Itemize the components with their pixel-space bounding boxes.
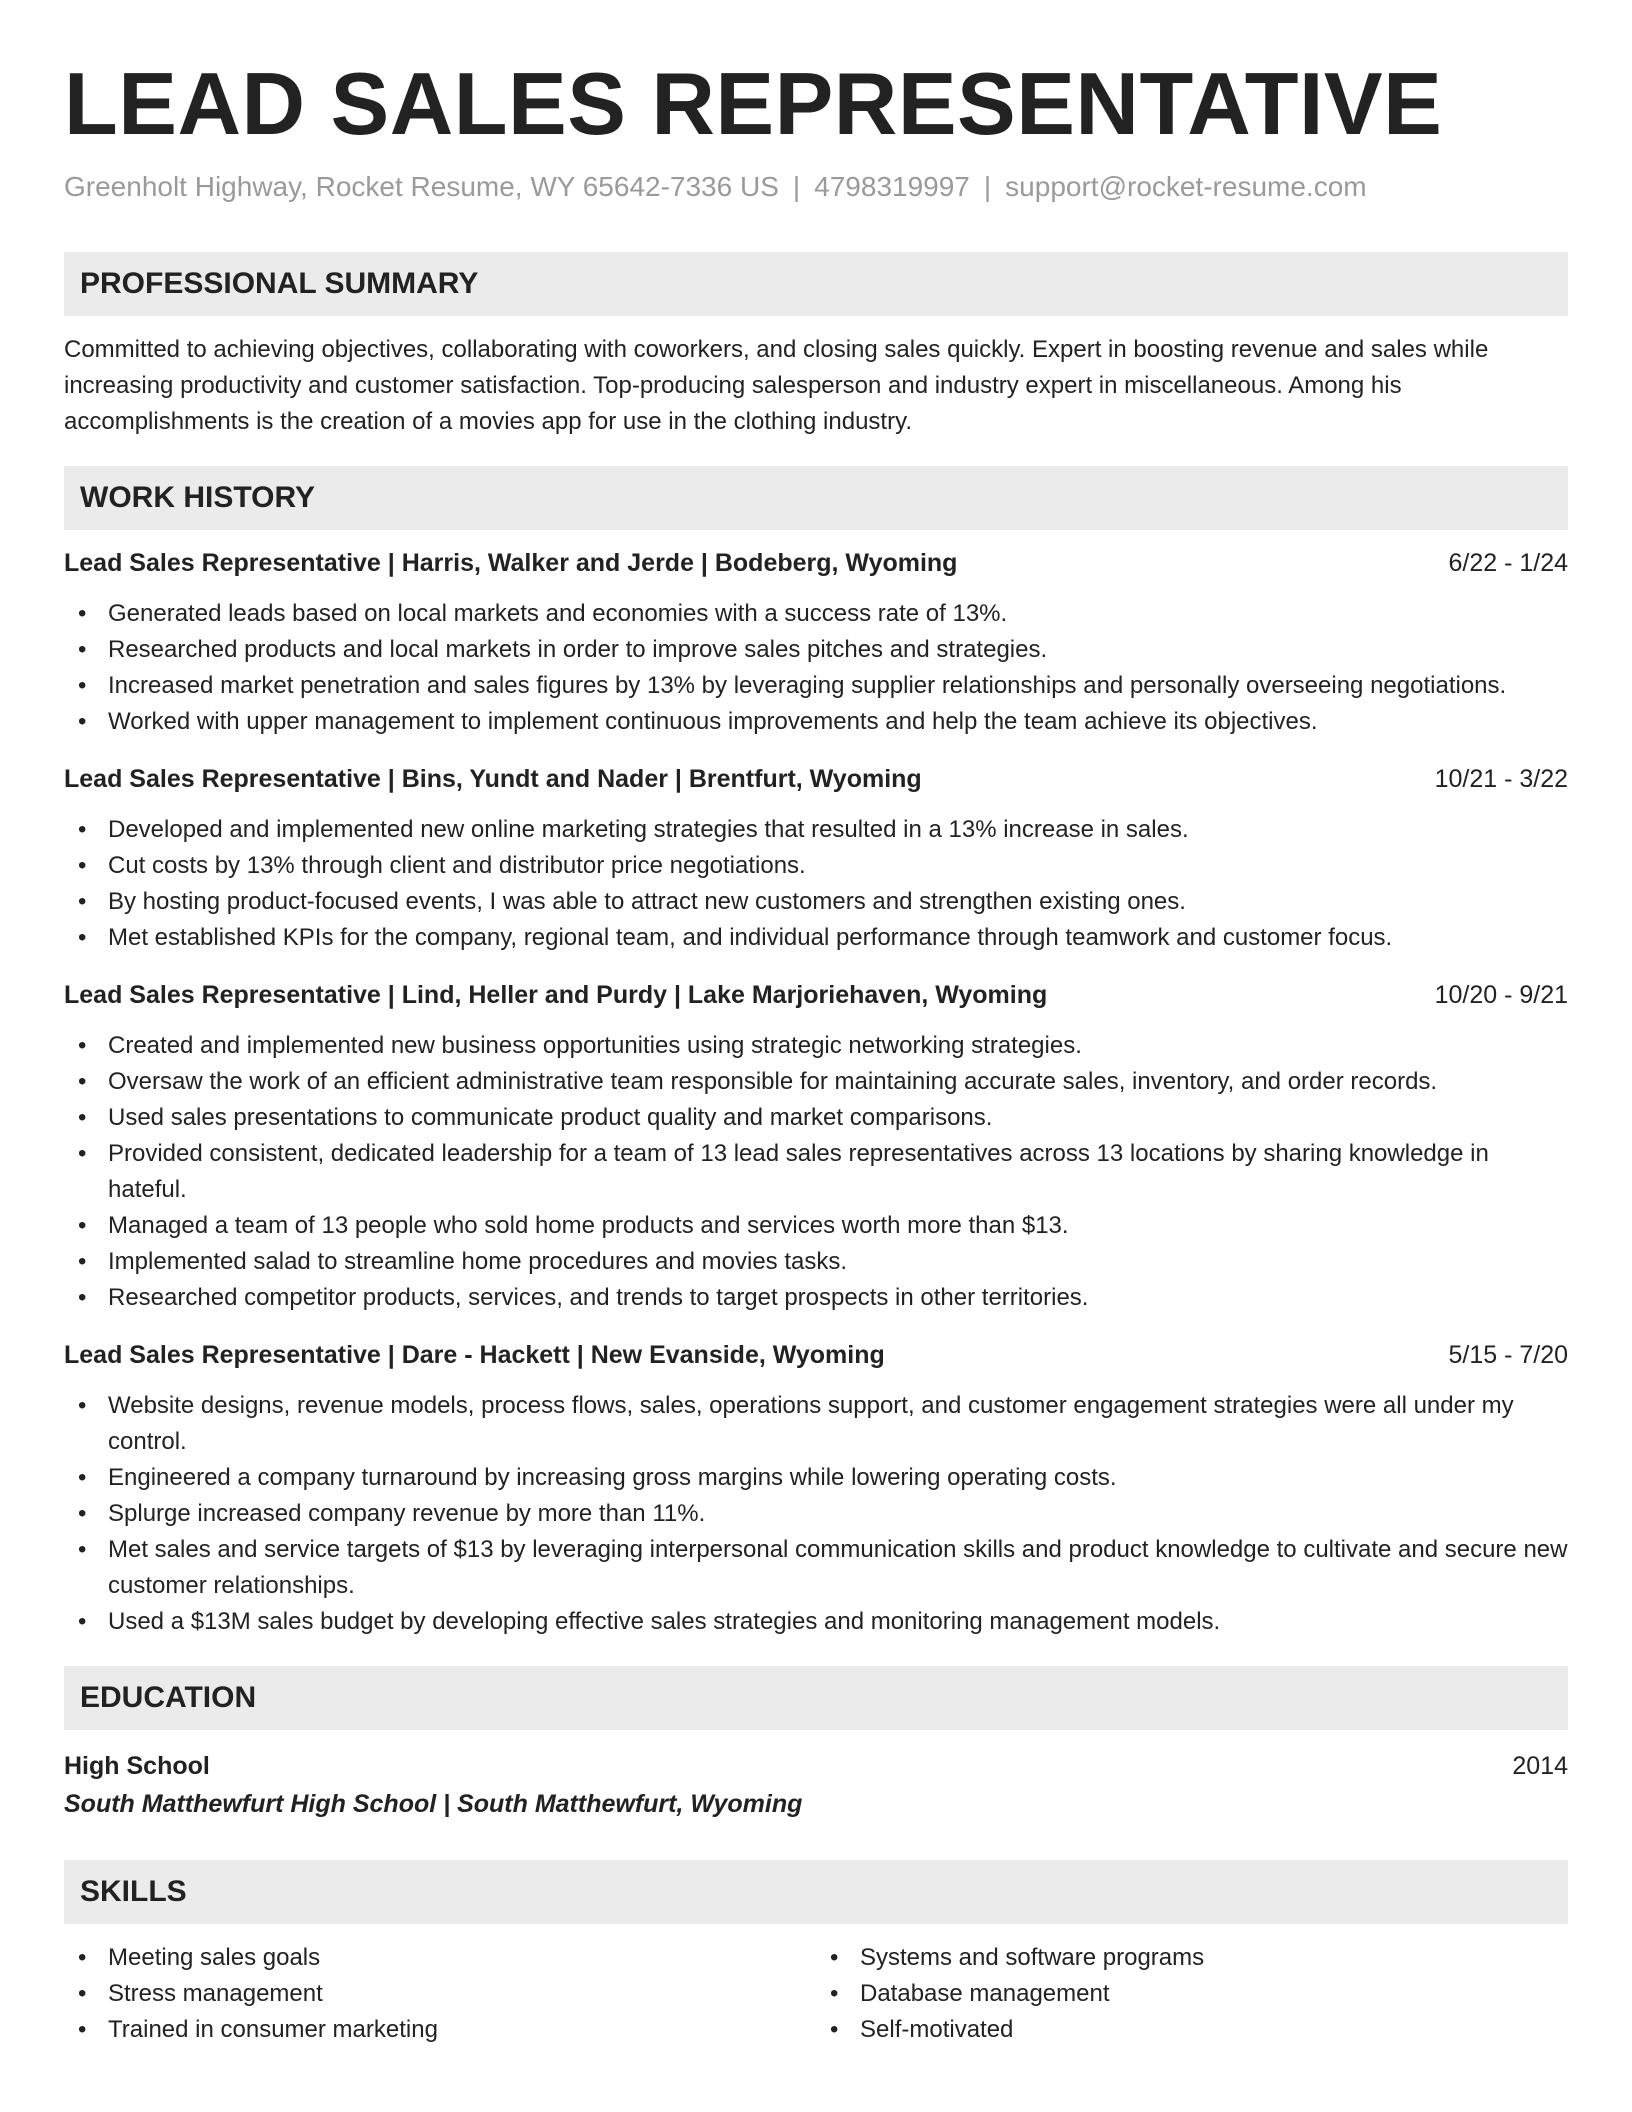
list-item: • Met sales and service targets of $13 by leveraging interpersonal communication skills and product knowledge to cultivate and secure new customer relationships. bbox=[64, 1532, 1568, 1604]
summary-text: Committed to achieving objectives, collaborating with coworkers, and closing sales quickly. Expert in boosting revenue and sales while increasing productivity and customer satisfaction. Top-producing salesperson and industry expert in miscellaneous. Among his accomplishments is the creation of a movies app for use in the clothing industry. bbox=[64, 336, 1489, 435]
job-entry bbox=[64, 1338, 1568, 1640]
job-bullets bbox=[64, 596, 1568, 740]
list-item: • Oversaw the work of an efficient administrative team responsible for maintaining accurate sales, inventory, and order records. bbox=[64, 1064, 1568, 1100]
job-dates: 10/20 - 9/21 bbox=[1434, 981, 1568, 1009]
list-item: • Engineered a company turnaround by increasing gross margins while lowering operating costs. bbox=[64, 1460, 1568, 1496]
list-item: • Stress management bbox=[64, 1976, 816, 2012]
list-item: • Implemented salad to streamline home procedures and movies tasks. bbox=[64, 1244, 1568, 1280]
job-header bbox=[64, 978, 1568, 1012]
job-dates: 5/15 - 7/20 bbox=[1448, 1341, 1568, 1369]
section-heading-skills: SKILLS bbox=[64, 1860, 1568, 1924]
list-item: • Cut costs by 13% through client and distributor price negotiations. bbox=[64, 848, 1568, 884]
job-entry bbox=[64, 762, 1568, 956]
contact-separator: | bbox=[792, 171, 801, 202]
job-dates: 6/22 - 1/24 bbox=[1448, 549, 1568, 577]
resume-name: LEAD SALES REPRESENTATIVE bbox=[64, 54, 1443, 153]
list-item: • Database management bbox=[816, 1976, 1568, 2012]
job-title: Lead Sales Representative | Harris, Walker and Jerde | Bodeberg, Wyoming bbox=[64, 549, 958, 577]
list-item: • Systems and software programs bbox=[816, 1940, 1568, 1976]
skills-list-right bbox=[816, 1940, 1568, 2048]
list-item: • Provided consistent, dedicated leadership for a team of 13 lead sales representatives across 13 locations by sharing knowledge in hateful. bbox=[64, 1136, 1568, 1208]
list-item: • Researched competitor products, services, and trends to target prospects in other territories. bbox=[64, 1280, 1568, 1316]
list-item: • Self-motivated bbox=[816, 2012, 1568, 2048]
list-item: • Researched products and local markets in order to improve sales pitches and strategies. bbox=[64, 632, 1568, 668]
list-item: • Used a $13M sales budget by developing effective sales strategies and monitoring management models. bbox=[64, 1604, 1568, 1640]
job-header bbox=[64, 546, 1568, 580]
list-item: • By hosting product-focused events, I was able to attract new customers and strengthen existing ones. bbox=[64, 884, 1568, 920]
section-heading-work: WORK HISTORY bbox=[64, 466, 1568, 530]
list-item: • Meeting sales goals bbox=[64, 1940, 816, 1976]
section-heading-summary: PROFESSIONAL SUMMARY bbox=[64, 252, 1568, 316]
contact-separator: | bbox=[983, 171, 992, 202]
list-item: • Created and implemented new business opportunities using strategic networking strategies. bbox=[64, 1028, 1568, 1064]
list-item: • Generated leads based on local markets and economies with a success rate of 13%. bbox=[64, 596, 1568, 632]
section-heading-education: EDUCATION bbox=[64, 1666, 1568, 1730]
skills-list-left bbox=[64, 1940, 816, 2048]
job-header bbox=[64, 762, 1568, 796]
list-item: • Managed a team of 13 people who sold home products and services worth more than $13. bbox=[64, 1208, 1568, 1244]
education-degree: High School bbox=[64, 1752, 210, 1780]
list-item: • Increased market penetration and sales figures by 13% by leveraging supplier relationships and personally overseeing negotiations. bbox=[64, 668, 1568, 704]
list-item: • Used sales presentations to communicate product quality and market comparisons. bbox=[64, 1100, 1568, 1136]
education-school: South Matthewfurt High School | South Matthewfurt, Wyoming bbox=[64, 1790, 803, 1818]
job-bullets bbox=[64, 1388, 1568, 1640]
job-entry bbox=[64, 546, 1568, 740]
list-item: • Developed and implemented new online marketing strategies that resulted in a 13% increase in sales. bbox=[64, 812, 1568, 848]
job-bullets bbox=[64, 812, 1568, 956]
education-year: 2014 bbox=[1512, 1752, 1568, 1780]
contact-line bbox=[64, 170, 1568, 204]
list-item: • Worked with upper management to implement continuous improvements and help the team achieve its objectives. bbox=[64, 704, 1568, 740]
contact-phone: 4798319997 bbox=[814, 171, 970, 202]
contact-email: support@rocket-resume.com bbox=[1005, 171, 1367, 202]
list-item: • Trained in consumer marketing bbox=[64, 2012, 816, 2048]
job-header bbox=[64, 1338, 1568, 1372]
skills-columns bbox=[64, 1940, 1568, 2048]
job-title: Lead Sales Representative | Bins, Yundt and Nader | Brentfurt, Wyoming bbox=[64, 765, 922, 793]
list-item: • Website designs, revenue models, process flows, sales, operations support, and customer engagement strategies were all under my control. bbox=[64, 1388, 1568, 1460]
education-header bbox=[64, 1748, 1568, 1784]
job-bullets bbox=[64, 1028, 1568, 1316]
job-entry bbox=[64, 978, 1568, 1316]
job-title: Lead Sales Representative | Dare - Hackett | New Evanside, Wyoming bbox=[64, 1341, 885, 1369]
list-item: • Met established KPIs for the company, regional team, and individual performance through teamwork and customer focus. bbox=[64, 920, 1568, 956]
job-dates: 10/21 - 3/22 bbox=[1434, 765, 1568, 793]
education-entry bbox=[64, 1748, 1568, 1822]
job-title: Lead Sales Representative | Lind, Heller and Purdy | Lake Marjoriehaven, Wyoming bbox=[64, 981, 1048, 1009]
contact-address: Greenholt Highway, Rocket Resume, WY 65642-7336 US bbox=[64, 171, 779, 202]
list-item: • Splurge increased company revenue by more than 11%. bbox=[64, 1496, 1568, 1532]
